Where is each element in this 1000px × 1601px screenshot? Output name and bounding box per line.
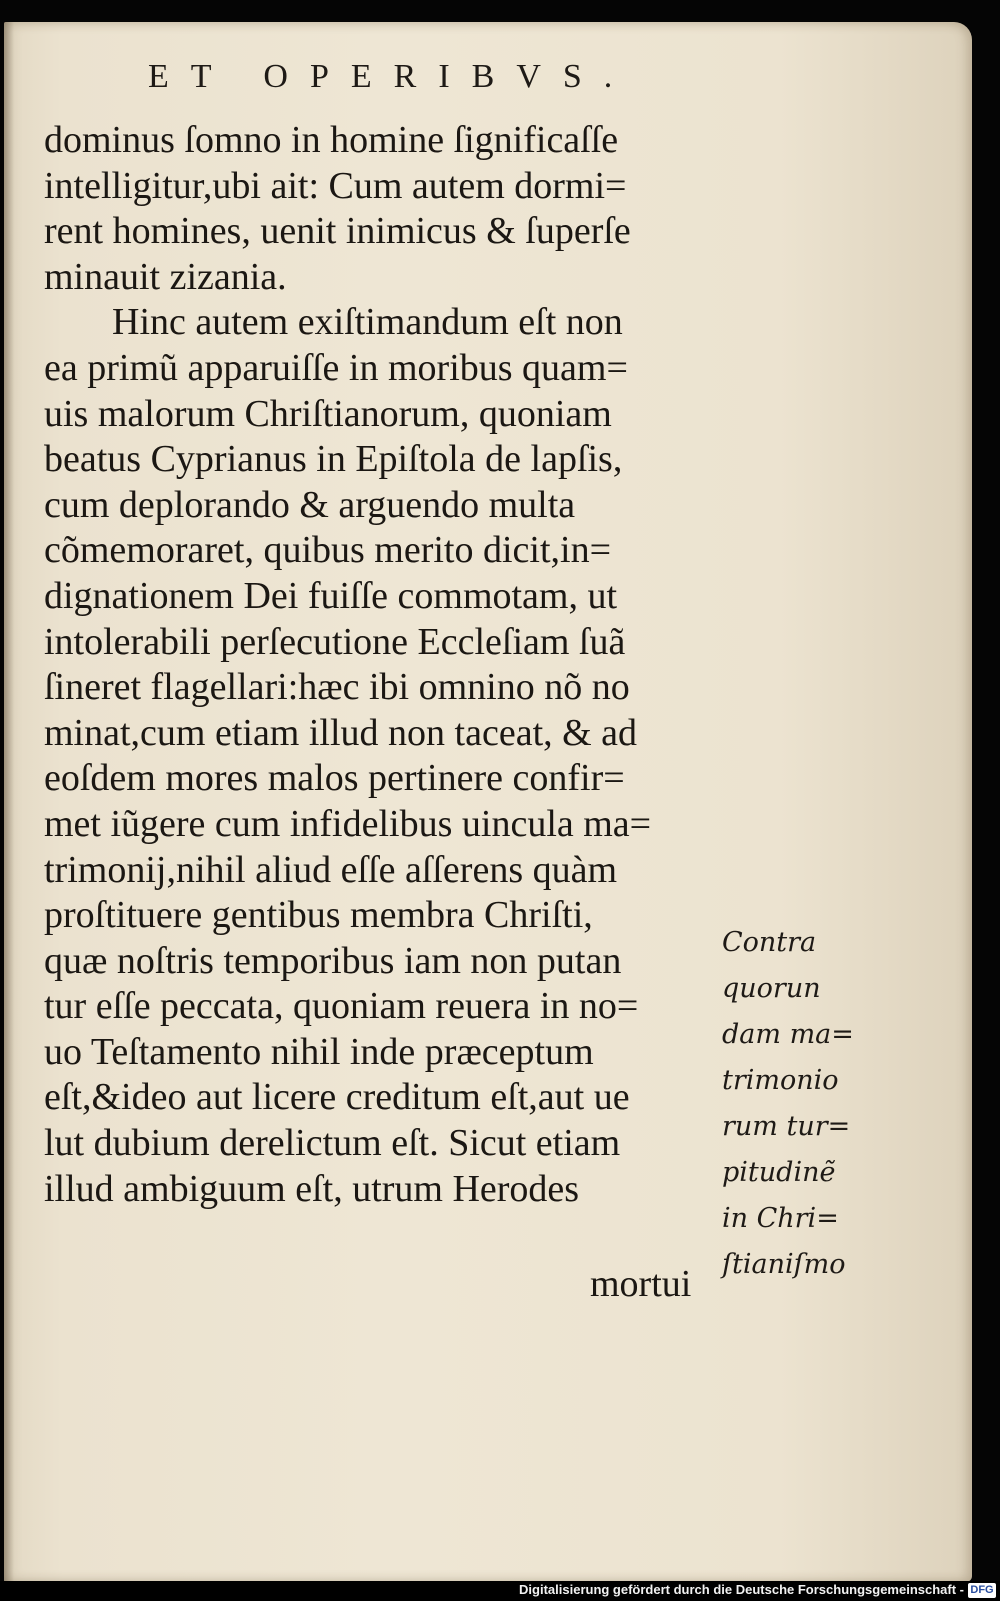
- text-line: intolerabili perſecutione Eccleſiam ſuã: [44, 620, 626, 663]
- catchword: mortui: [590, 1263, 692, 1305]
- text-line: minat,cum etiam illud non taceat, & ad: [44, 711, 638, 754]
- text-line: tur eſſe peccata, quoniam reuera in no=: [44, 985, 639, 1028]
- text-line: illud ambiguum eſt, utrum Herodes: [44, 1167, 580, 1210]
- margin-note-line: quorun: [722, 973, 821, 1004]
- text-line: uis malorum Chriſtianorum, quoniam: [44, 392, 612, 435]
- marginal-note: [722, 920, 862, 1288]
- text-line: minauit zizania.: [44, 255, 287, 298]
- text-line-paragraph-start: Hinc autem exiſtimandum eſt non: [112, 301, 623, 344]
- text-line: ea primũ apparuiſſe in moribus quam=: [44, 346, 628, 389]
- text-line: cõmemoraret, quibus merito dicit,in=: [44, 529, 612, 572]
- text-line: rent homines, uenit inimicus & ſuperſe: [44, 210, 631, 253]
- text-line: dominus ſomno in homine ſignificaſſe: [44, 119, 619, 161]
- margin-note-line: trimonio: [722, 1065, 839, 1096]
- dfg-logo-icon: DFG: [968, 1583, 996, 1598]
- text-line: met iũgere cum infidelibus uincula ma=: [44, 802, 652, 845]
- margin-note-line: dam ma=: [722, 1019, 854, 1050]
- text-line: cum deplorando & arguendo multa: [44, 483, 576, 526]
- margin-note-line: in Chri=: [722, 1203, 839, 1234]
- text-line: lut dubium derelictum eſt. Sicut etiam: [44, 1122, 621, 1165]
- text-line: beatus Cyprianus in Epiſtola de lapſis,: [44, 438, 623, 481]
- main-text-block: [44, 118, 724, 1212]
- margin-note-line: rum tur=: [722, 1111, 851, 1142]
- text-line: trimonij,nihil aliud eſſe aſſerens quàm: [44, 848, 618, 891]
- margin-note-line: pitudinẽ: [722, 1157, 836, 1188]
- text-line: quæ noſtris temporibus iam non putan: [44, 939, 622, 982]
- digitization-credit: Digitalisierung gefördert durch die Deutsche Forschungsgemeinschaft -: [519, 1582, 964, 1597]
- running-header: ET OPERIBVS.: [148, 58, 635, 95]
- text-line: dignationem Dei fuiſſe commotam, ut: [44, 574, 618, 617]
- margin-note-line: Contra: [722, 927, 817, 958]
- text-line: intelligitur,ubi ait: Cum autem dormi=: [44, 164, 627, 207]
- text-line: eſt,&ideo aut licere creditum eſt,aut ue: [44, 1076, 630, 1119]
- text-line: ſineret flagellari:hæc ibi omnino nõ no: [44, 666, 630, 709]
- text-line: eoſdem mores malos pertinere confir=: [44, 757, 625, 800]
- text-line: uo Teſtamento nihil inde præceptum: [44, 1030, 594, 1073]
- page-gutter-shadow: [4, 22, 14, 1582]
- margin-note-line: ſtianiſmo: [722, 1249, 846, 1280]
- text-line: proſtituere gentibus membra Chriſti,: [44, 894, 593, 937]
